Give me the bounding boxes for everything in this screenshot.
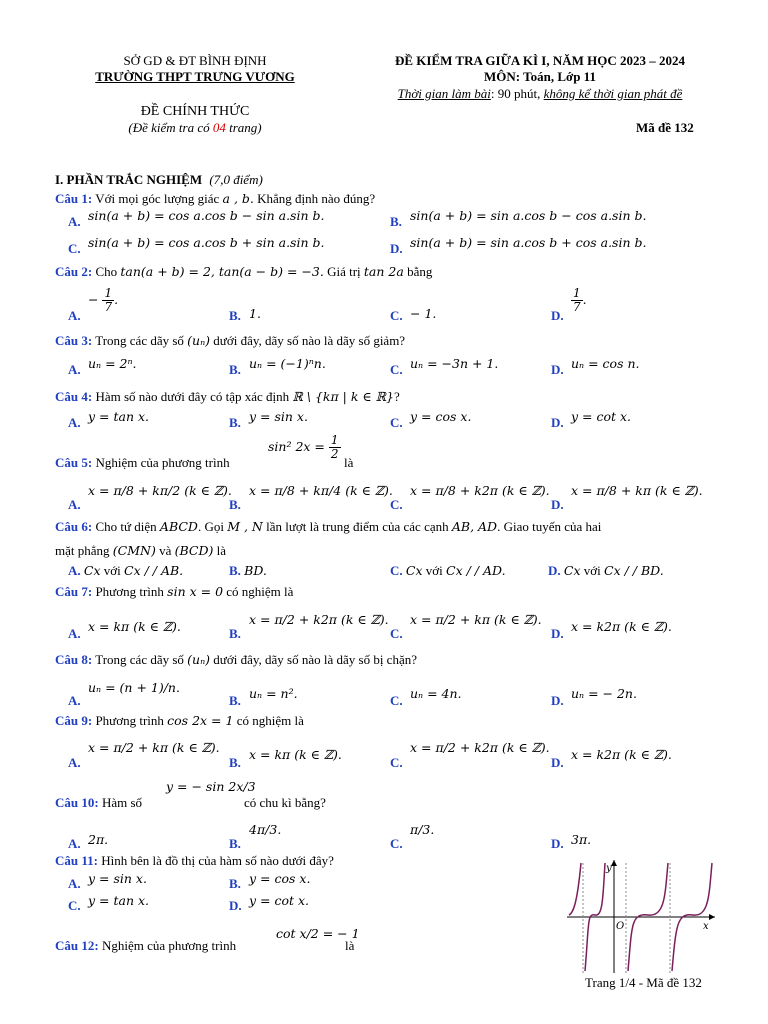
q1-option-d[interactable] bbox=[390, 241, 403, 257]
q4-domain: ℝ \ {kπ | k ∈ ℝ} bbox=[292, 389, 394, 404]
q3-label: Câu 3: bbox=[55, 333, 93, 348]
q6-line2 bbox=[55, 543, 226, 559]
q6-d-with: với bbox=[583, 563, 601, 578]
q1-option-c-text: sin(a + b) = cos a.cos b + sin a.sin b. bbox=[88, 235, 325, 250]
q6-text2: . Gọi bbox=[197, 519, 224, 534]
graph-branch-0 bbox=[569, 863, 581, 915]
q6-plane-label: mặt phẳng bbox=[55, 543, 110, 558]
q2-a-dot: . bbox=[114, 292, 119, 307]
q9-c-letter: C. bbox=[390, 755, 403, 770]
q6-tetra: ABCD bbox=[159, 519, 198, 534]
q6-option-a[interactable] bbox=[68, 563, 183, 579]
q1-b-letter: B. bbox=[390, 214, 402, 229]
q6-label: Câu 6: bbox=[55, 519, 93, 534]
school-name: TRƯỜNG THPT TRƯNG VƯƠNG bbox=[95, 69, 295, 84]
graph-y-label: y bbox=[606, 863, 612, 874]
q2-c-letter: C. bbox=[390, 308, 403, 323]
q2-option-b[interactable] bbox=[229, 308, 241, 324]
q2-option-d[interactable] bbox=[551, 308, 564, 324]
q3-text: Trong các dãy số bbox=[95, 333, 184, 348]
q6-a-line: Cx bbox=[83, 563, 101, 578]
q3-option-c[interactable] bbox=[390, 362, 403, 378]
q11-option-c[interactable] bbox=[68, 898, 81, 914]
q2-option-a[interactable] bbox=[68, 308, 81, 324]
q11-option-a[interactable] bbox=[68, 876, 81, 892]
q3-d-letter: D. bbox=[551, 362, 564, 377]
q7-text2: có nghiệm là bbox=[226, 584, 294, 599]
section-points: (7,0 điểm) bbox=[209, 172, 263, 187]
q10-eq: y = − sin 2x/3 bbox=[166, 779, 256, 794]
q1-option-d-text: sin(a + b) = sin a.cos b + cos a.sin b. bbox=[410, 235, 647, 250]
q2-text3: bằng bbox=[407, 264, 433, 279]
q6-option-d[interactable] bbox=[548, 563, 664, 579]
q11-d-letter: D. bbox=[229, 898, 242, 913]
q12-text2: là bbox=[345, 938, 355, 953]
q6-c-line: Cx bbox=[405, 563, 423, 578]
q1-a-letter: A. bbox=[68, 214, 81, 229]
q6-d-line: Cx bbox=[563, 563, 581, 578]
q11-text: Hình bên là đồ thị của hàm số nào dưới đây? bbox=[101, 853, 334, 868]
question-5 bbox=[55, 455, 230, 471]
exam-time bbox=[345, 86, 735, 102]
q2-d-den: 7 bbox=[573, 300, 581, 314]
q8-text: Trong các dãy số bbox=[95, 652, 184, 667]
q6-d-letter: D. bbox=[548, 563, 561, 578]
q3-option-b-text: uₙ = (−1)ⁿn. bbox=[249, 356, 326, 371]
q8-option-b-text: uₙ = n². bbox=[249, 686, 298, 701]
q5-d-letter: D. bbox=[551, 497, 564, 512]
question-11 bbox=[55, 853, 334, 869]
q2-expr2: tan 2a bbox=[363, 264, 404, 279]
q2-option-c[interactable] bbox=[390, 308, 403, 324]
q10-c-letter: C. bbox=[390, 836, 403, 851]
q10-option-a-text: 2π. bbox=[88, 832, 109, 847]
q10-option-a[interactable] bbox=[68, 836, 81, 852]
q1-option-a[interactable] bbox=[68, 214, 81, 230]
q2-text: Cho bbox=[95, 264, 118, 279]
q8-option-c-text: uₙ = 4n. bbox=[410, 686, 462, 701]
q11-option-b-text: y = cos x. bbox=[249, 871, 311, 886]
q7-option-c-text: x = π/2 + kπ (k ∈ ℤ). bbox=[410, 612, 542, 627]
q3-text2: dưới đây, dãy số nào là dãy số giảm? bbox=[213, 333, 406, 348]
q11-option-c-text: y = tan x. bbox=[88, 893, 150, 908]
q3-a-letter: A. bbox=[68, 362, 81, 377]
time-prefix: Thời gian làm bài bbox=[397, 86, 491, 101]
q6-option-c[interactable] bbox=[390, 563, 506, 579]
q6-text: Cho tứ diện bbox=[95, 519, 157, 534]
q7-option-d[interactable] bbox=[551, 626, 564, 642]
q10-option-b-text: 4π/3. bbox=[249, 822, 282, 837]
q5-option-d-text: x = π/8 + kπ (k ∈ ℤ). bbox=[571, 483, 703, 498]
q10-text: Hàm số bbox=[101, 795, 143, 810]
q9-option-a-text: x = π/2 + kπ (k ∈ ℤ). bbox=[88, 740, 220, 755]
q3-seq: (uₙ) bbox=[187, 333, 211, 348]
q6-b-text: BD. bbox=[244, 563, 267, 578]
q2-a-den: 7 bbox=[104, 300, 113, 314]
q6-points: M , N bbox=[227, 519, 263, 534]
official-label: ĐỀ CHÍNH THỨC bbox=[140, 104, 250, 119]
q9-eq: cos 2x = 1 bbox=[167, 713, 234, 728]
q7-option-b[interactable] bbox=[229, 626, 241, 642]
q6-option-b[interactable] bbox=[229, 563, 267, 579]
q5-option-c[interactable] bbox=[390, 497, 403, 513]
q7-option-c[interactable] bbox=[390, 626, 403, 642]
q8-text2: dưới đây, dãy số nào là dãy số bị chặn? bbox=[213, 652, 417, 667]
question-4 bbox=[55, 389, 400, 405]
q9-option-d[interactable] bbox=[551, 755, 564, 771]
q2-b-letter: B. bbox=[229, 308, 241, 323]
q4-b-letter: B. bbox=[229, 415, 241, 430]
q2-option-b-text: 1. bbox=[249, 306, 261, 321]
q2-option-c-text: − 1. bbox=[410, 306, 437, 321]
q11-a-letter: A. bbox=[68, 876, 81, 891]
q7-b-letter: B. bbox=[229, 626, 241, 641]
exam-title: ĐỀ KIỂM TRA GIỮA KÌ I, NĂM HỌC 2023 – 2024 bbox=[395, 53, 685, 68]
q11-c-letter: C. bbox=[68, 898, 81, 913]
q7-option-d-text: x = k2π (k ∈ ℤ). bbox=[571, 619, 672, 634]
q7-text: Phương trình bbox=[95, 584, 164, 599]
q2-a-num: 1 bbox=[104, 286, 113, 300]
q8-option-d[interactable] bbox=[551, 693, 564, 709]
cot-graph bbox=[565, 855, 720, 975]
q10-a-letter: A. bbox=[68, 836, 81, 851]
x-axis-arrow-icon bbox=[709, 914, 715, 920]
q9-option-b-text: x = kπ (k ∈ ℤ). bbox=[249, 747, 342, 762]
q1-vars: a , b. bbox=[222, 191, 254, 206]
q4-option-b-text: y = sin x. bbox=[249, 409, 308, 424]
question-10 bbox=[55, 795, 142, 811]
q12-label: Câu 12: bbox=[55, 938, 99, 953]
q1-text: Với mọi góc lượng giác bbox=[95, 191, 220, 206]
q5-eq-den: 2 bbox=[330, 447, 339, 461]
q4-c-letter: C. bbox=[390, 415, 403, 430]
q6-plane1: (CMN) bbox=[112, 543, 156, 558]
q5-label: Câu 5: bbox=[55, 455, 93, 470]
q6-plane2: (BCD) bbox=[174, 543, 214, 558]
q5-option-b[interactable] bbox=[229, 497, 241, 513]
q4-text: Hàm số nào dưới đây có tập xác định bbox=[95, 389, 290, 404]
q8-option-d-text: uₙ = − 2n. bbox=[571, 686, 637, 701]
q6-c-letter: C. bbox=[390, 563, 403, 578]
q7-label: Câu 7: bbox=[55, 584, 93, 599]
q4-a-letter: A. bbox=[68, 415, 81, 430]
q4-option-b[interactable] bbox=[229, 415, 241, 431]
q6-text3: lần lượt là trung điểm của các cạnh bbox=[266, 519, 449, 534]
q4-option-a-text: y = tan x. bbox=[88, 409, 150, 424]
q9-text: Phương trình bbox=[95, 713, 164, 728]
q5-eq-num: 1 bbox=[330, 433, 339, 447]
q7-eq: sin x = 0 bbox=[167, 584, 224, 599]
q2-option-d-text bbox=[571, 287, 587, 314]
q3-c-letter: C. bbox=[390, 362, 403, 377]
q5-b-letter: B. bbox=[229, 497, 241, 512]
q4-label: Câu 4: bbox=[55, 389, 93, 404]
question-8 bbox=[55, 652, 417, 668]
q8-b-letter: B. bbox=[229, 693, 241, 708]
q3-option-d[interactable] bbox=[551, 362, 564, 378]
q5-eq-left: sin² 2x = bbox=[268, 439, 325, 454]
q9-option-c[interactable] bbox=[390, 755, 403, 771]
q10-b-letter: B. bbox=[229, 836, 241, 851]
graph-origin-label: O bbox=[616, 921, 625, 932]
q4-option-a[interactable] bbox=[68, 415, 81, 431]
q7-option-a-text: x = kπ (k ∈ ℤ). bbox=[88, 619, 181, 634]
q5-equation bbox=[268, 434, 341, 461]
q2-a-letter: A. bbox=[68, 308, 81, 323]
q1-text2: Khẳng định nào đúng? bbox=[257, 191, 376, 206]
q10-label: Câu 10: bbox=[55, 795, 99, 810]
q11-option-d-text: y = cot x. bbox=[249, 893, 310, 908]
q9-b-letter: B. bbox=[229, 755, 241, 770]
q6-is: là bbox=[216, 543, 227, 558]
q4-d-letter: D. bbox=[551, 415, 564, 430]
q3-option-a[interactable] bbox=[68, 362, 81, 378]
q5-option-d[interactable] bbox=[551, 497, 564, 513]
q7-c-letter: C. bbox=[390, 626, 403, 641]
section-heading: I. PHẦN TRẮC NGHIỆM bbox=[55, 172, 203, 187]
q10-text2: có chu kì bằng? bbox=[244, 795, 326, 810]
pages-prefix: (Đề kiểm tra có bbox=[128, 120, 213, 135]
q9-text2: có nghiệm là bbox=[236, 713, 304, 728]
q11-b-letter: B. bbox=[229, 876, 241, 891]
q6-d-cond: Cx / / BD. bbox=[604, 563, 664, 578]
q5-option-b-text: x = π/8 + kπ/4 (k ∈ ℤ). bbox=[249, 483, 393, 498]
q10-option-b[interactable] bbox=[229, 836, 241, 852]
q4-text2: ? bbox=[393, 389, 400, 404]
question-3 bbox=[55, 333, 405, 349]
pages-suffix: trang) bbox=[225, 120, 262, 135]
q7-option-b-text: x = π/2 + k2π (k ∈ ℤ). bbox=[249, 612, 389, 627]
q2-a-sign: − bbox=[88, 292, 99, 307]
page-count bbox=[60, 120, 330, 136]
exam-code: Mã đề 132 bbox=[636, 120, 694, 135]
q8-option-a[interactable] bbox=[68, 693, 81, 709]
q5-c-letter: C. bbox=[390, 497, 403, 512]
q9-option-c-text: x = π/2 + k2π (k ∈ ℤ). bbox=[410, 740, 550, 755]
q9-a-letter: A. bbox=[68, 755, 81, 770]
q5-a-letter: A. bbox=[68, 497, 81, 512]
q3-option-a-text: uₙ = 2ⁿ. bbox=[88, 356, 137, 371]
q6-and: và bbox=[159, 543, 172, 558]
q2-label: Câu 2: bbox=[55, 264, 93, 279]
q5-option-a[interactable] bbox=[68, 497, 81, 513]
q4-option-c-text: y = cos x. bbox=[410, 409, 472, 424]
q12-text: Nghiệm của phương trình bbox=[101, 938, 237, 953]
q6-a-with: với bbox=[103, 563, 121, 578]
q12-eq: cot x/2 = − 1 bbox=[276, 926, 360, 941]
q9-option-b[interactable] bbox=[229, 755, 241, 771]
q6-text4: . Giao tuyến của hai bbox=[497, 519, 602, 534]
q3-option-b[interactable] bbox=[229, 362, 241, 378]
q5-text: Nghiệm của phương trình bbox=[95, 455, 230, 470]
q6-a-cond: Cx / / AB. bbox=[124, 563, 184, 578]
q6-c-cond: Cx / / AD. bbox=[446, 563, 506, 578]
q2-expr: tan(a + b) = 2, tan(a − b) = −3. bbox=[120, 264, 324, 279]
q2-d-letter: D. bbox=[551, 308, 564, 323]
q8-seq: (uₙ) bbox=[187, 652, 211, 667]
q3-option-d-text: uₙ = cos n. bbox=[571, 356, 640, 371]
q9-label: Câu 9: bbox=[55, 713, 93, 728]
q7-option-a[interactable] bbox=[68, 626, 81, 642]
q10-d-letter: D. bbox=[551, 836, 564, 851]
q11-label: Câu 11: bbox=[55, 853, 98, 868]
q3-b-letter: B. bbox=[229, 362, 241, 377]
q8-d-letter: D. bbox=[551, 693, 564, 708]
department-name: SỞ GD & ĐT BÌNH ĐỊNH bbox=[123, 53, 267, 68]
q1-option-c[interactable] bbox=[68, 241, 81, 257]
question-1 bbox=[55, 191, 375, 207]
q7-d-letter: D. bbox=[551, 626, 564, 641]
q2-option-a-text bbox=[88, 287, 118, 314]
q11-option-d[interactable] bbox=[229, 898, 242, 914]
q5-option-a-text: x = π/8 + kπ/2 (k ∈ ℤ). bbox=[88, 483, 232, 498]
q2-d-dot: . bbox=[582, 292, 587, 307]
q10-option-c-text: π/3. bbox=[410, 822, 435, 837]
q1-label: Câu 1: bbox=[55, 191, 93, 206]
q1-option-a-text: sin(a + b) = cos a.cos b − sin a.sin b. bbox=[88, 208, 325, 223]
q2-text2: Giá trị bbox=[327, 264, 361, 279]
q4-option-d-text: y = cot x. bbox=[571, 409, 632, 424]
q8-c-letter: C. bbox=[390, 693, 403, 708]
question-7 bbox=[55, 584, 293, 600]
graph-x-label: x bbox=[703, 921, 709, 932]
q11-option-b[interactable] bbox=[229, 876, 241, 892]
q6-c-with: với bbox=[425, 563, 443, 578]
q9-option-d-text: x = k2π (k ∈ ℤ). bbox=[571, 747, 672, 762]
q8-label: Câu 8: bbox=[55, 652, 93, 667]
q11-option-a-text: y = sin x. bbox=[88, 871, 147, 886]
q4-option-c[interactable] bbox=[390, 415, 403, 431]
q8-option-b[interactable] bbox=[229, 693, 241, 709]
q10-option-c[interactable] bbox=[390, 836, 403, 852]
section-title bbox=[55, 172, 263, 188]
subject: MÔN: Toán, Lớp 11 bbox=[484, 69, 596, 84]
q8-option-c[interactable] bbox=[390, 693, 403, 709]
question-6 bbox=[55, 519, 601, 535]
question-12 bbox=[55, 938, 236, 954]
y-axis-arrow-icon bbox=[611, 860, 617, 866]
q4-option-d[interactable] bbox=[551, 415, 564, 431]
q1-option-b[interactable] bbox=[390, 214, 402, 230]
q1-d-letter: D. bbox=[390, 241, 403, 256]
time-value: : 90 phút, bbox=[490, 86, 541, 101]
q7-a-letter: A. bbox=[68, 626, 81, 641]
q6-b-letter: B. bbox=[229, 563, 241, 578]
question-9 bbox=[55, 713, 304, 729]
page-footer: Trang 1/4 - Mã đề 132 bbox=[585, 975, 702, 990]
q6-edges: AB, AD bbox=[451, 519, 498, 534]
time-suffix: không kể thời gian phát đề bbox=[543, 86, 683, 101]
q9-d-letter: D. bbox=[551, 755, 564, 770]
q5-text2: là bbox=[344, 455, 354, 470]
q8-a-letter: A. bbox=[68, 693, 81, 708]
q9-option-a[interactable] bbox=[68, 755, 81, 771]
q5-option-c-text: x = π/8 + k2π (k ∈ ℤ). bbox=[410, 483, 550, 498]
question-2 bbox=[55, 264, 432, 280]
q1-option-b-text: sin(a + b) = sin a.cos b − cos a.sin b. bbox=[410, 208, 647, 223]
q8-option-a-text: uₙ = (n + 1)/n. bbox=[88, 680, 180, 695]
q6-a-letter: A. bbox=[68, 563, 81, 578]
q10-option-d-text: 3π. bbox=[571, 832, 592, 847]
q3-option-c-text: uₙ = −3n + 1. bbox=[410, 356, 499, 371]
q10-option-d[interactable] bbox=[551, 836, 564, 852]
pages-number: 04 bbox=[212, 120, 226, 135]
q2-d-num: 1 bbox=[573, 286, 581, 300]
q1-c-letter: C. bbox=[68, 241, 81, 256]
